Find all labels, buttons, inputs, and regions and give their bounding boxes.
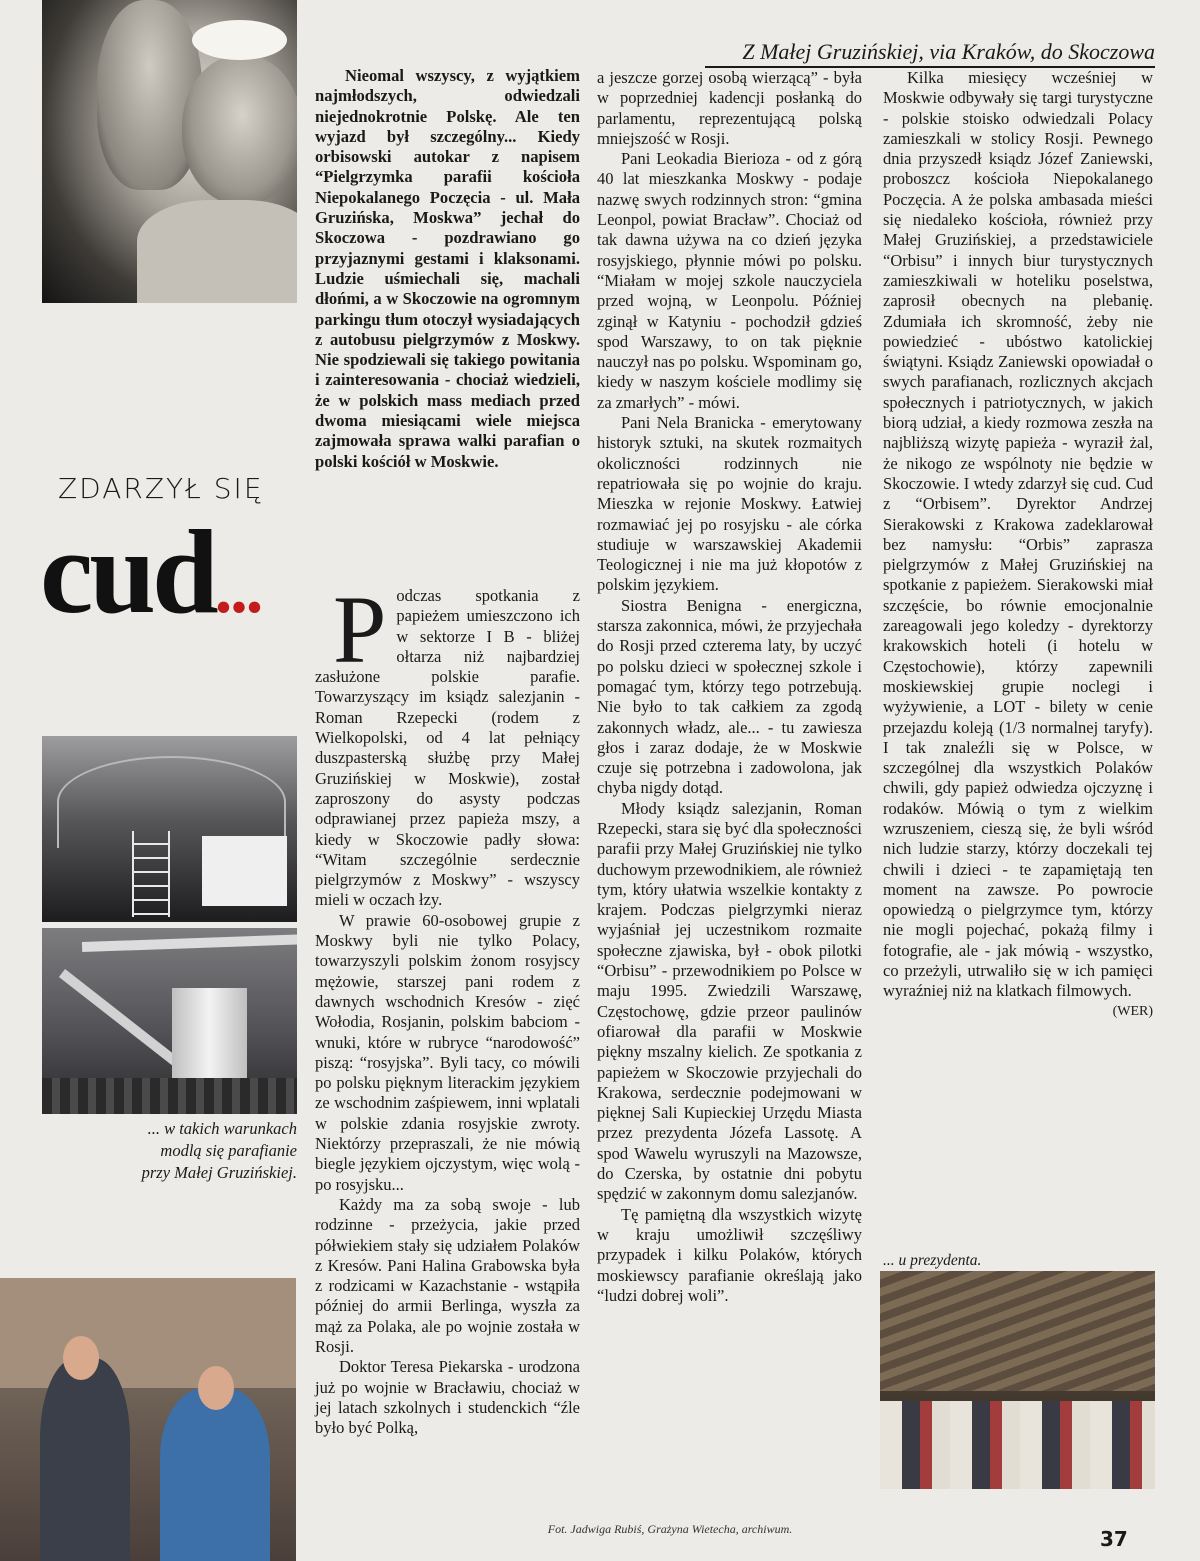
photo-caption: ... w takich warunkach modlą się parafianie przy Małej Gruzińskiej. [141,1119,297,1182]
photo-caption-president: ... u prezydenta. [883,1252,982,1269]
headline-word: cud [40,505,215,638]
paragraph: Każdy ma za sobą swoje - lub rodzinne - przeżycia, jakie przed półwiekiem stały się udziałem Polaków z Kresów. Pani Halina Grabowska była z rodzicami w Kazachstanie - wstąpiła później do armii Berlinga, wyszła za mąż za Polaka, ale po wojnie została w Rosji. [315,1194,580,1356]
paragraph: Tę pamiętną dla wszystkich wizytę w kraju umożliwił szczęśliwy przypadek i kilku Polaków, których moskiewscy parafianie określają jako “ludzi dobrej woli”. [597,1204,862,1305]
hall-interior-photo [42,736,297,922]
paragraph: Siostra Benigna - energiczna, starsza zakonnica, mówi, że przyjechała do Rosji przed czterema laty, by uczyć po polsku dzieci w społecznej szkole i pomagać tym, którzy tego potrzebują. Nie było to tak całkiem za zgodą zakonnych władz, ale... - tu zawiesza głos i zaraz dodaje, że w Moskwie czuje się potrzebna i zadowolona, jak chyba nigdy dotąd. [597,595,862,798]
paragraph: a jeszcze gorzej osobą wierzącą” - była w poprzedniej kadencji posłanką do parlamentu, reprezentującą polską mniejszość w Rosji. [597,68,862,148]
white-wall [202,836,287,906]
article-column-3 [883,68,1153,1022]
pilgrims-street-photo [0,1278,296,1561]
article-column-2 [597,68,862,1306]
paragraph: odczas spotkania z papieżem umieszczono ich w sektorze I B - bliżej ołtarza niż najbardziej zasłużone polskie parafie. Towarzyszący im ksiądz salezjanin - Roman Rzepecki (rodem z Wielkopolski, od 4 lat pełniący duszpasterską służbę przy Małej Gruzińskiej w Moskwie), został zaproszony do asysty podczas odprawianej przez papieża mszy, a kiedy w Skoczowie padły słowa: “Witam szczególnie serdecznie pielgrzymów z Moskwy” - wszyscy mieli w oczach łzy. [315,586,580,910]
paragraph: Pani Leokadia Bierioza - od z górą 40 lat mieszkanka Moskwy - podaje nazwę swych rodzinnych stron: “gmina Leonpol, powiat Bracław”. Chociaż od tak dawna używa na co dzień języka rosyjskiego, płynnie mówi po polsku. “Miałam w mojej szkole nauczyciela przed wojną, w Leonpolu. Później zginął w Katyniu - pochodził gdzieś spod Warszawy, to on tak pięknie nauczył nas po polsku. Wspominam go, kiedy w naszym kościele modlimy się za zmarłych” - mówi. [597,149,862,412]
running-head: Z Małej Gruzińskiej, via Kraków, do Skoczowa [705,40,1155,68]
drop-cap: P [333,576,387,683]
paragraph: Młody ksiądz salezjanin, Roman Rzepecki, stara się być dla społeczności parafii przy Małej Gruzińskiej nie tylko duchowym przewodnikiem, ale również tym, który ułatwia wszelkie kontakty z krajem. Podczas pielgrzymki nieraz wyjaśniał jej uczestnikom rozmaite społeczne zjawiska, był - obok pilotki “Orbisu” - przewodnikiem po Polsce w maju 1995. Zwiedzili Warszawę, Częstochowę, gdzie przeor paulinów ofiarował dla parafii w Moskwie piękny mszalny kielich. Ze spotkania z papieżem w Skoczowie przyjechali do Krakowa, serdecznie podejmowani w pięknej Sali Kupieckiej Urzędu Miasta przez prezydenta Józefa Lassotę. A spod Wawelu wyruszyli na Mazowsze, do Czerska, by ostatnie dni pobytu spędzić w zakonnym domu salezjanów. [597,798,862,1204]
paragraph: W prawie 60-osobowej grupie z Moskwy byli nie tylko Polacy, towarzyszyli polskim żonom rosyjscy mężowie, starszej pani rodem z dawnych wschodnich Kresów - zięć Wołodia, Rosjanin, polskim babciom - wnuki, które w rubryce “narodowość” piszą: “rosyjska”. Byli tacy, co mówili po polsku pięknym literackim językiem ze wschodnim zaśpiewem, inni wplatali w polskie zdania rosyjskie zwroty. Niektórzy przepraszali, że nie mówią biegle językiem ojczystym, więc wolą - po rosyjsku... [315,910,580,1194]
lead-text: Nieomal wszyscy, z wyjątkiem najmłodszych, odwiedzali niejednokrotnie Polskę. Ale ten wyjazd był szczególny... Kiedy orbisowski autokar z napisem “Pielgrzymka parafii kościoła Niepokalanego Poczęcia - ul. Mała Gruzińska, Moskwa” jechał do Skoczowa - pozdrawiano go przyjaznymi gestami i klaksonami. Ludzie uśmiechali się, machali dłońmi, a w Skoczowie na ogromnym parkingu tłum otoczył wysiadających z autobusu pielgrzymów z Moskwy. Nie spodziewali się takiego powitania i zainteresowania - chociaż wiedzieli, że w polskich mass mediach przed dwoma miesiącami wiele miejsca zajmowała sprawa walki parafian o polski kościół w Moskwie. [315,66,580,471]
man-head [63,1336,99,1380]
building-facade [0,1278,296,1388]
headline-small: ZDARZYŁ SIĘ [58,472,264,505]
paragraph [883,68,1153,1019]
photo-credit: Fot. Jadwiga Rubiś, Grażyna Wietecha, archiwum. [547,1522,793,1536]
ladder [132,831,170,917]
headline-dots: ... [214,551,262,628]
woman-waving [160,1388,270,1561]
group-with-president-photo [880,1271,1155,1489]
woman-head [198,1366,234,1410]
vaulted-ceiling [57,756,286,848]
front-row-people [880,1401,1155,1489]
man-waving [40,1358,130,1561]
pope-face [182,55,297,205]
paragraph: Pani Nela Branicka - emerytowany historyk sztuki, na skutek rozmaitych okoliczności rodzinnych nie repatriowała się po wojnie do kraju. Mieszka w rejonie Moskwy. Łatwiej rozmawiać jej po rosyjsku - ale córka studiuje w warszawskiej Akademii Teologicznej i nie ma już kłopotów z polskim językiem. [597,413,862,595]
chairs-row [42,1078,297,1114]
headline-big [40,505,262,638]
lead-paragraph [315,66,580,472]
zucchetto [192,20,287,60]
pope-photo [42,0,297,303]
headline [40,472,298,638]
construction-hall-photo [42,928,297,1114]
article-column-1 [315,576,580,1438]
paragraph: Doktor Teresa Piekarska - urodzona już po wojnie w Bracławiu, chociaż w jej latach szkolnych i studenckich “źle było być Polką, [315,1357,580,1438]
staircase-crowd [880,1271,1155,1391]
pope-garment [137,200,297,303]
paragraph-text: Kilka miesięcy wcześniej w Moskwie odbywały się targi turystyczne - polskie stoisko odwiedzali Polacy zamieszkali w stolicy Rosji. Pewnego dnia przyszedł ksiądz Józef Zaniewski, proboszcz kościoła Niepokalanego Poczęcia. A że polska ambasada mieści się niedaleko kościoła, również przy Małej Gruzińskiej, a przedstawiciele “Orbisu” i innych biur turystycznych zamieszkiwali w hoteliku poselstwa, zaprosił obecnych na plebanię. Zdumiała ich skromność, żeby nie powiedzieć - ubóstwo katolickiej świątyni. Ksiądz Zaniewski opowiadał o swych parafianach, rozlicznych akcjach społecznych i patriotycznych, w jakich biorą udział, a kiedy rozmowa zeszła na najbliższą wizytę papieża - wyraził żal, że nikogo ze wspólnoty nie będzie w Skoczowie. I wtedy zdarzył się cud. Cud z “Orbisem”. Dyrektor Andrzej Sierakowski z Krakowa zadeklarował bez namysłu: “Orbis” zaprasza pielgrzymów z Małej Gruzińskiej na spotkanie z papieżem. Sierakowski miał szczęście, bo równie emocjonalnie zareagowali jego koledzy - dyrektorzy krakowskich hoteli (i hotelu w Częstochowie), którzy zapewnili moskiewskiej grupie noclegi i wyżywienie, a LOT - bilety w cenie przejazdu koleją (1/3 normalnej taryfy). I tak znaleźli się w Polsce, w szczególnej dla wszystkich Polaków chwili, gdy papież odwiedza ojczyznę i rodaków. Mówią o tym z wielkim wzruszeniem, cieszą się, że byli wśród nich ludzie starzy, którzy doczekali tej chwili i dzieci - te zapamiętają ten moment na zawsze. Po powrocie opowiedzą o pielgrzymce tym, którzy nie mogli pojechać, pokażą filmy i fotografie, ale - jak mówią - wszystko, co przeżyli, utrwaliło się w ich pamięci wyraźniej niż na klatkach filmowych. [883,68,1153,1001]
ceiling-beam [82,934,297,952]
page-number: 37 [1100,1527,1128,1551]
author-signature: (WER) [1112,1003,1153,1019]
